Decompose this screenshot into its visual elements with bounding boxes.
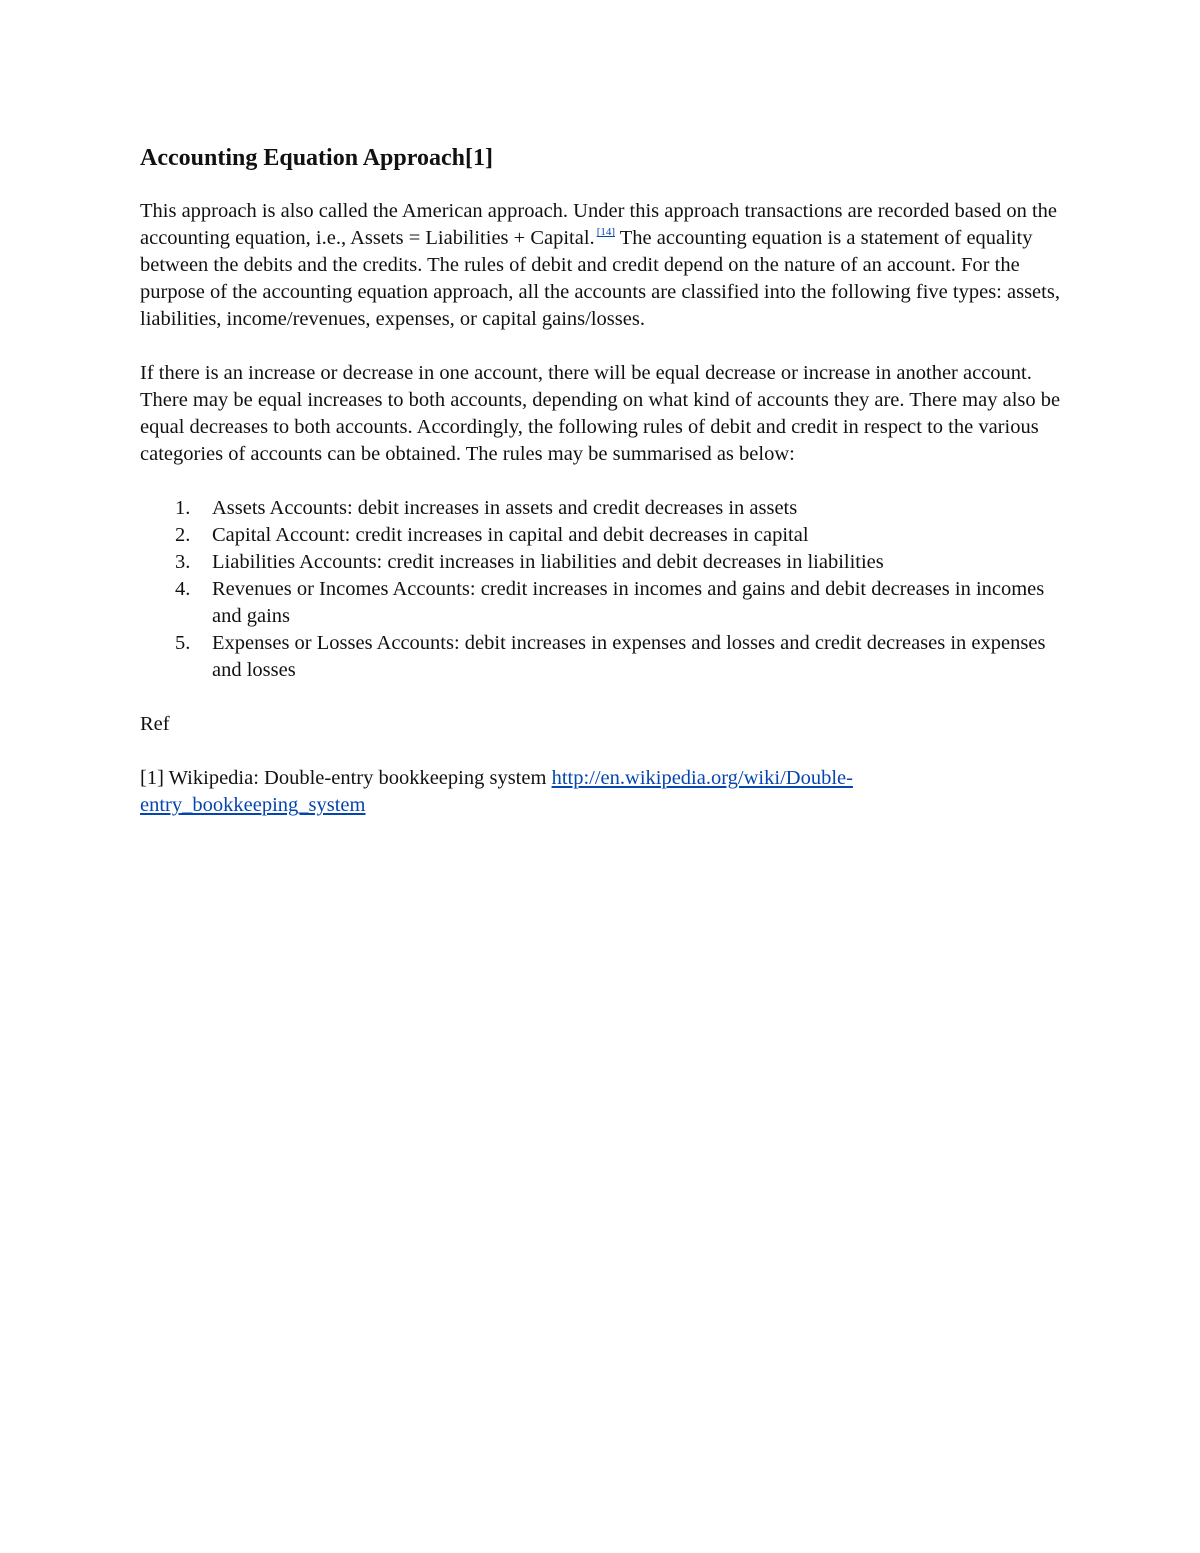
- list-item: [140, 630, 1070, 684]
- reference-link[interactable]: http://en.wikipedia.org/wiki/Double-entry_bookkeeping_system: [140, 767, 853, 816]
- list-item-number: 4.: [175, 578, 191, 600]
- reference-text: [1] Wikipedia: Double-entry bookkeeping system: [140, 767, 552, 789]
- list-item-text: Assets Accounts: debit increases in assets and credit decreases in assets: [212, 497, 798, 519]
- list-item: [140, 576, 1070, 630]
- list-item-number: 1.: [175, 497, 191, 519]
- citation-link[interactable]: [14]: [596, 226, 616, 238]
- list-item-number: 3.: [175, 551, 191, 573]
- intro-text: This approach is also called the American approach. Under this approach transactions are recorded based on the accounting equation, i.e., Assets = Liabilities + Capital.: [140, 200, 1058, 249]
- intro-text-continued: The accounting equation is a statement of equality between the debits and the credits. The rules of debit and credit depend on the nature of an account. For the purpose of the accounting equation approach, all the accounts are classified into the following five types: assets, liabilities, income/revenues, expenses, or capital gains/losses.: [140, 227, 1060, 330]
- list-item: [140, 522, 1070, 549]
- list-item: [140, 549, 1070, 576]
- list-item-text: Capital Account: credit increases in capital and debit decreases in capital: [212, 524, 809, 546]
- list-item-number: 5.: [175, 632, 191, 654]
- reference-entry: [140, 765, 1070, 819]
- list-item: [140, 495, 1070, 522]
- rules-intro-paragraph: If there is an increase or decrease in one account, there will be equal decrease or increase in another account. There may be equal increases to both accounts, depending on what kind of accounts they are. There may also be equal decreases to both accounts. Accordingly, the following rules of debit and credit in respect to the various categories of accounts can be obtained. The rules may be summarised as below:: [140, 362, 1061, 465]
- list-item-number: 2.: [175, 524, 191, 546]
- list-item-text: Expenses or Losses Accounts: debit increases in expenses and losses and credit decreases in expenses and losses: [212, 632, 1046, 681]
- intro-paragraph: [140, 198, 1070, 333]
- list-item-text: Revenues or Incomes Accounts: credit increases in incomes and gains and debit decreases in incomes and gains: [212, 578, 1045, 627]
- rules-list: [140, 495, 1070, 684]
- page-title: Accounting Equation Approach[1]: [140, 145, 493, 171]
- ref-heading: Ref: [140, 713, 170, 735]
- list-item-text: Liabilities Accounts: credit increases in liabilities and debit decreases in liabilities: [212, 551, 884, 573]
- document-body: [140, 140, 1070, 846]
